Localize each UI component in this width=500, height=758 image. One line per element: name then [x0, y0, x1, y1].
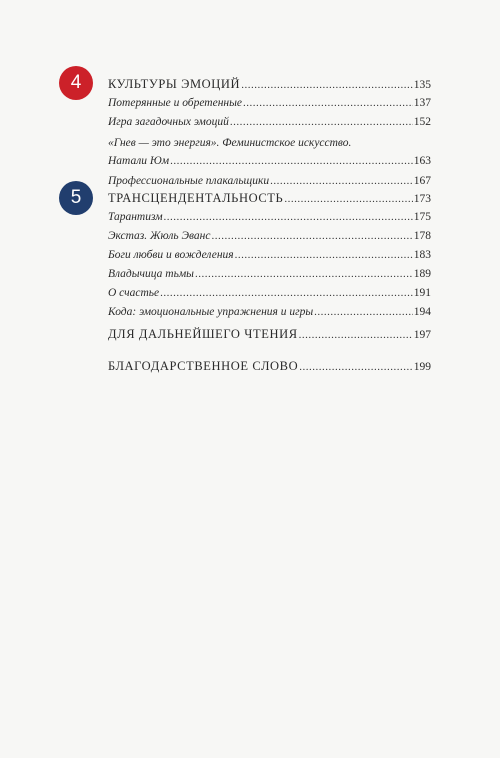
toc-entry[interactable] — [108, 134, 431, 170]
toc-entry[interactable] — [108, 246, 431, 264]
entry-title: Натали Юм — [108, 155, 170, 167]
dot-leader — [243, 94, 413, 112]
toc-entry[interactable] — [108, 265, 431, 283]
dot-leader — [164, 208, 413, 226]
chapter-title: БЛАГОДАРСТВЕННОЕ СЛОВО — [108, 359, 299, 373]
section-number-badge-4: 4 — [59, 66, 93, 100]
entry-title: Владычица тьмы — [108, 268, 194, 280]
dot-leader — [212, 227, 413, 245]
page-number: 178 — [413, 230, 431, 242]
toc-entry[interactable] — [108, 303, 431, 321]
toc-chapter-entry[interactable] — [108, 189, 431, 207]
entry-title: Потерянные и обретенные — [108, 97, 243, 109]
dot-leader — [270, 172, 413, 190]
chapter-title: КУЛЬТУРЫ ЭМОЦИЙ — [108, 77, 241, 91]
entry-title-line: «Гнев — это энергия». Феминистское искусство. — [108, 137, 352, 149]
dot-leader — [170, 152, 413, 170]
page-number: 135 — [413, 79, 431, 91]
entry-title: Кода: эмоциональные упражнения и игры — [108, 306, 314, 318]
dot-leader — [241, 76, 413, 94]
page-number: 189 — [413, 268, 431, 280]
page-number: 199 — [413, 361, 431, 373]
dot-leader — [235, 246, 413, 264]
page-number: 197 — [413, 329, 431, 341]
entry-title: Экстаз. Жюль Эванс — [108, 230, 211, 242]
page-number: 152 — [413, 116, 431, 128]
entry-title: Тарантизм — [108, 211, 163, 223]
page-number: 163 — [413, 155, 431, 167]
section-5-entries — [108, 189, 431, 321]
chapter-title: ДЛЯ ДАЛЬНЕЙШЕГО ЧТЕНИЯ — [108, 327, 298, 341]
entry-title: Игра загадочных эмоций — [108, 116, 229, 128]
chapter-title: ТРАНСЦЕНДЕНТАЛЬНОСТЬ — [108, 191, 284, 205]
page-number: 137 — [413, 97, 431, 109]
entry-title: О счастье — [108, 287, 160, 299]
page-number: 175 — [413, 211, 431, 223]
page-number: 191 — [413, 287, 431, 299]
entry-title: Боги любви и вожделения — [108, 249, 234, 261]
back-matter-entries — [108, 325, 431, 375]
toc-entry[interactable] — [108, 172, 431, 190]
dot-leader — [299, 358, 413, 376]
section-number-badge-5: 5 — [59, 181, 93, 215]
page-number: 173 — [413, 193, 431, 205]
entry-title: Профессиональные плакальщики — [108, 175, 270, 187]
page-number: 167 — [413, 175, 431, 187]
toc-entry[interactable] — [108, 208, 431, 226]
dot-leader — [284, 190, 412, 208]
section-4-entries — [108, 75, 431, 190]
toc-entry[interactable] — [108, 284, 431, 302]
toc-chapter-entry[interactable] — [108, 75, 431, 93]
toc-chapter-entry[interactable] — [108, 325, 431, 343]
toc-entry[interactable] — [108, 227, 431, 245]
dot-leader — [299, 326, 413, 344]
toc-entry[interactable] — [108, 94, 431, 112]
toc-entry[interactable] — [108, 113, 431, 131]
dot-leader — [160, 284, 413, 302]
dot-leader — [195, 265, 413, 283]
page-number: 194 — [413, 306, 431, 318]
page-number: 183 — [413, 249, 431, 261]
dot-leader — [230, 113, 413, 131]
dot-leader — [314, 303, 413, 321]
toc-chapter-entry[interactable] — [108, 357, 431, 375]
